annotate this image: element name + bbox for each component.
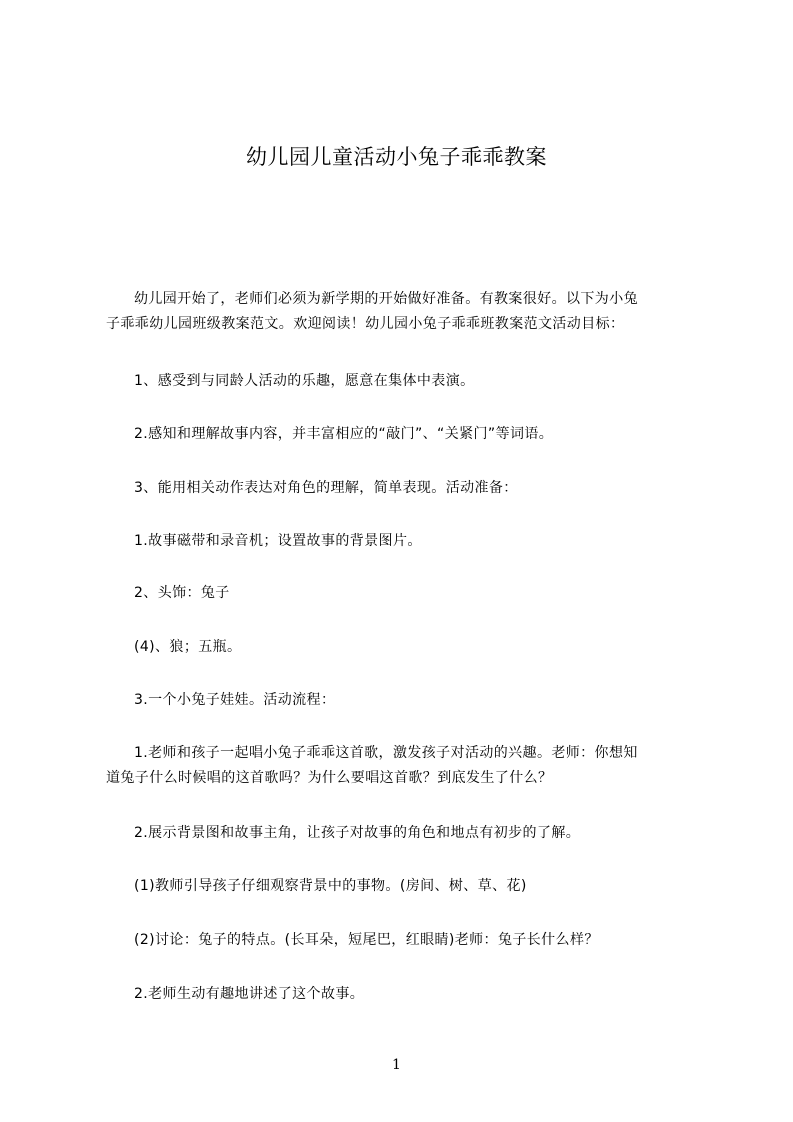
- paragraph-process-2: 2.展示背景图和故事主角，让孩子对故事的角色和地点有初步的了解。: [134, 825, 581, 841]
- paragraph-line: 道兔子什么时候唱的这首歌吗？为什么要唱这首歌？到底发生了什么？: [106, 770, 553, 786]
- paragraph-process-3: 2.老师生动有趣地讲述了这个故事。: [134, 986, 365, 1002]
- page-number: 1: [392, 1057, 401, 1073]
- paragraph-goal-1: 1、感受到与同龄人活动的乐趣，愿意在集体中表演。: [134, 373, 475, 389]
- paragraph-prep-1: 1.故事磁带和录音机；设置故事的背景图片。: [134, 533, 422, 549]
- paragraph-line: 幼儿园开始了，老师们必须为新学期的开始做好准备。有教案很好。以下为小兔: [134, 291, 638, 307]
- paragraph-goal-3: 3、能用相关动作表达对角色的理解，简单表现。活动准备：: [134, 480, 518, 496]
- paragraph-prep-4: (4)、狼；五瓶。: [134, 639, 242, 655]
- document-title: 幼儿园儿童活动小兔子乖乖教案: [246, 145, 547, 169]
- paragraph-goal-2: 2.感知和理解故事内容，并丰富相应的“敲门”、“关紧门”等词语。: [134, 426, 554, 442]
- paragraph-prep-2: 2、头饰：兔子: [134, 585, 230, 601]
- paragraph-line: 子乖乖幼儿园班级教案范文。欢迎阅读！幼儿园小兔子乖乖班教案范文活动目标：: [106, 316, 625, 332]
- paragraph-line: 1.老师和孩子一起唱小兔子乖乖这首歌，激发孩子对活动的兴趣。老师：你想知: [134, 745, 638, 761]
- paragraph-process-1: [106, 741, 696, 791]
- paragraph-prep-3: 3.一个小兔子娃娃。活动流程：: [134, 692, 336, 708]
- paragraph-process-2-1: (1)教师引导孩子仔细观察背景中的事物。(房间、树、草、花): [134, 878, 527, 894]
- paragraph-process-2-2: (2)讨论：兔子的特点。(长耳朵，短尾巴，红眼睛)老师：兔子长什么样？: [134, 932, 599, 948]
- paragraph-intro: [106, 287, 696, 337]
